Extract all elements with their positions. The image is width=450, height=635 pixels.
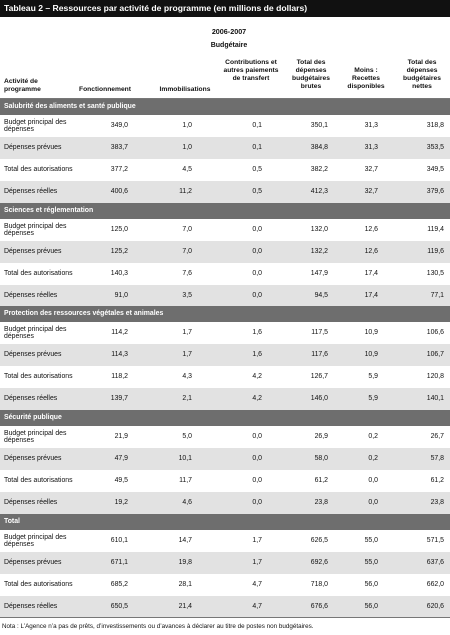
col-header-net-total: Total des dépenses budgétaires nettes [403,59,441,90]
table-cell: 4,5 [182,166,192,173]
table-cell: 349,5 [426,166,444,173]
row-label: Total des autorisations [4,581,73,589]
table-cell: 125,2 [110,248,128,255]
table-row [0,181,450,203]
table-row [0,137,450,159]
table-cell: 0,1 [252,144,262,151]
table-row [0,426,450,448]
table-row [0,530,450,552]
table-cell: 1,6 [252,329,262,336]
section-plant-animal-protection [0,306,450,410]
table-cell: 55,0 [364,559,378,566]
table-cell: 1,6 [252,351,262,358]
table-cell: 0,0 [252,477,262,484]
row-label: Dépenses réelles [4,188,58,196]
table-cell: 19,8 [178,559,192,566]
table-row [0,285,450,307]
section-title: Sécurité publique [0,410,450,426]
table-row [0,388,450,410]
table-cell: 10,1 [178,455,192,462]
table-cell: 4,2 [252,373,262,380]
row-label: Dépenses prévues [4,351,62,359]
table-cell: 5,9 [368,395,378,402]
table-cell: 0,0 [252,226,262,233]
table-cell: 140,3 [110,270,128,277]
table-cell: 28,1 [178,581,192,588]
table-cell: 125,0 [110,226,128,233]
table-cell: 118,2 [111,373,128,380]
table-cell: 4,6 [182,499,192,506]
table-cell: 106,6 [426,329,444,336]
table-cell: 1,0 [182,122,192,129]
table-cell: 2,1 [182,395,192,402]
col-header-operating: Fonctionnement [78,86,131,93]
table-cell: 114,2 [111,329,128,336]
table-cell: 650,5 [110,603,128,610]
table-cell: 1,7 [252,559,262,566]
table-row [0,448,450,470]
table-cell: 349,0 [110,122,128,129]
table-cell: 12,6 [364,248,378,255]
table-cell: 23,8 [430,499,444,506]
section-title: Sciences et réglementation [0,203,450,219]
table-cell: 0,5 [252,166,262,173]
table-row [0,552,450,574]
table-cell: 1,7 [182,329,192,336]
table-row [0,322,450,344]
table-cell: 400,6 [110,188,128,195]
table-cell: 4,2 [252,395,262,402]
table-cell: 146,0 [310,395,328,402]
table-cell: 139,7 [110,395,128,402]
row-label: Dépenses réelles [4,603,58,611]
row-label: Dépenses prévues [4,248,62,256]
table-cell: 61,2 [430,477,444,484]
table-cell: 119,4 [427,226,444,233]
table-row [0,366,450,388]
table-cell: 662,0 [426,581,444,588]
table-cell: 23,8 [314,499,328,506]
row-label: Dépenses réelles [4,499,58,507]
table-cell: 4,7 [252,581,262,588]
table-cell: 17,4 [364,292,378,299]
table-cell: 130,5 [426,270,444,277]
table-cell: 676,6 [310,603,328,610]
table-cell: 31,3 [364,122,378,129]
section-title: Salubrité des aliments et santé publique [0,99,450,115]
row-label: Total des autorisations [4,166,73,174]
row-label: Budget principal des dépenses [4,118,67,133]
table-row [0,492,450,514]
row-label: Budget principal des dépenses [4,533,67,548]
table-cell: 32,7 [364,188,378,195]
table-cell: 12,6 [364,226,378,233]
table-cell: 1,7 [182,351,192,358]
section-food-safety [0,99,450,203]
table-cell: 692,6 [310,559,328,566]
table-cell: 0,5 [252,188,262,195]
table-cell: 140,1 [426,395,444,402]
table-cell: 132,0 [310,226,328,233]
table-cell: 49,5 [114,477,128,484]
table-cell: 0,0 [252,499,262,506]
row-label: Dépenses réelles [4,292,58,300]
table-cell: 126,7 [310,373,328,380]
row-label: Total des autorisations [4,477,73,485]
row-label: Budget principal des dépenses [4,325,67,340]
table-cell: 0,0 [252,248,262,255]
table-cell: 0,0 [252,292,262,299]
table-cell: 1,7 [252,537,262,544]
table-cell: 0,1 [252,122,262,129]
table-cell: 26,7 [430,433,444,440]
row-label: Budget principal des dépenses [4,222,67,237]
table-cell: 117,6 [311,351,328,358]
table-cell: 58,0 [314,455,328,462]
row-label: Total des autorisations [4,270,73,278]
table-cell: 3,5 [182,292,192,299]
table-cell: 14,7 [178,537,192,544]
year-heading: 2006-2007 [211,27,247,36]
section-title: Total [0,514,450,530]
table-cell: 19,2 [114,499,128,506]
table-cell: 1,0 [182,144,192,151]
table-row [0,470,450,492]
table-cell: 0,0 [252,433,262,440]
table-cell: 56,0 [364,581,378,588]
table-cell: 47,9 [114,455,128,462]
table-row [0,241,450,263]
table-row [0,596,450,618]
table-cell: 383,7 [110,144,128,151]
table-cell: 379,6 [426,188,444,195]
table-cell: 0,0 [368,477,378,484]
col-header-revenues: Moins : Recettes disponibles [347,67,385,90]
table-row [0,574,450,596]
table-cell: 382,2 [310,166,328,173]
table-cell: 5,9 [368,373,378,380]
table-cell: 626,5 [310,537,328,544]
table-cell: 120,8 [426,373,444,380]
table-cell: 21,4 [178,603,192,610]
table-cell: 147,9 [310,270,328,277]
section-title: Protection des ressources végétales et animales [0,306,450,322]
table-note: Nota : L’Agence n’a pas de prêts, d’investissements ou d’avances à déclarer au titre de postes non budgétaires. [2,623,314,630]
table-cell: 353,5 [426,144,444,151]
table-cell: 0,2 [368,455,378,462]
col-header-capital: Immobilisations [159,86,211,93]
table-title: Tableau 2 – Ressources par activité de programme (en millions de dollars) [0,0,450,17]
table-cell: 10,9 [364,329,378,336]
table-cell: 7,6 [182,270,192,277]
row-label: Dépenses réelles [4,395,58,403]
table-row [0,344,450,366]
table-cell: 94,5 [314,292,328,299]
table-cell: 117,5 [311,329,328,336]
table-cell: 32,7 [364,166,378,173]
table-cell: 685,2 [110,581,128,588]
table-row [0,115,450,137]
table-cell: 7,0 [182,248,192,255]
table-cell: 57,8 [430,455,444,462]
table-cell: 119,6 [427,248,444,255]
section-public-security [0,410,450,514]
table-bottom-divider [0,617,450,618]
table-cell: 671,1 [110,559,128,566]
table-cell: 56,0 [364,603,378,610]
table-cell: 91,0 [114,292,128,299]
table-cell: 412,3 [310,188,328,195]
table-cell: 17,4 [364,270,378,277]
section-science-regulation [0,203,450,307]
row-label: Dépenses prévues [4,455,62,463]
table-cell: 77,1 [430,292,444,299]
table-cell: 0,0 [252,455,262,462]
table-row [0,263,450,285]
table-cell: 10,9 [364,351,378,358]
table-cell: 377,2 [110,166,128,173]
table-cell: 637,6 [426,559,444,566]
table-cell: 0,2 [368,433,378,440]
col-header-gross-total: Total des dépenses budgétaires brutes [292,59,330,90]
col-header-activity: Activité de programme [4,78,41,93]
col-header-contributions: Contributions et autres paiements de transfert [223,59,279,82]
table-cell: 4,7 [252,603,262,610]
row-label: Total des autorisations [4,373,73,381]
table-cell: 61,2 [314,477,328,484]
table-cell: 571,5 [426,537,444,544]
table-row [0,219,450,241]
section-total [0,514,450,618]
table-cell: 26,9 [314,433,328,440]
table-header [0,17,450,99]
row-label: Dépenses prévues [4,559,62,567]
table-cell: 0,0 [368,499,378,506]
table-cell: 5,0 [182,433,192,440]
table-cell: 31,3 [364,144,378,151]
table-cell: 114,3 [111,351,128,358]
table-cell: 11,2 [179,188,192,195]
table-cell: 4,3 [182,373,192,380]
table-cell: 21,9 [114,433,128,440]
table-cell: 106,7 [426,351,444,358]
budget-subheading: Budgétaire [210,42,248,49]
table-cell: 132,2 [310,248,328,255]
row-label: Dépenses prévues [4,144,62,152]
table-cell: 384,8 [310,144,328,151]
table-cell: 11,7 [179,477,192,484]
table-cell: 318,8 [426,122,444,129]
table-cell: 610,1 [110,537,128,544]
table-row [0,159,450,181]
row-label: Budget principal des dépenses [4,429,67,444]
table-cell: 0,0 [252,270,262,277]
table-cell: 55,0 [364,537,378,544]
table-cell: 620,6 [426,603,444,610]
table-cell: 7,0 [182,226,192,233]
table-cell: 350,1 [310,122,328,129]
table-cell: 718,0 [310,581,328,588]
